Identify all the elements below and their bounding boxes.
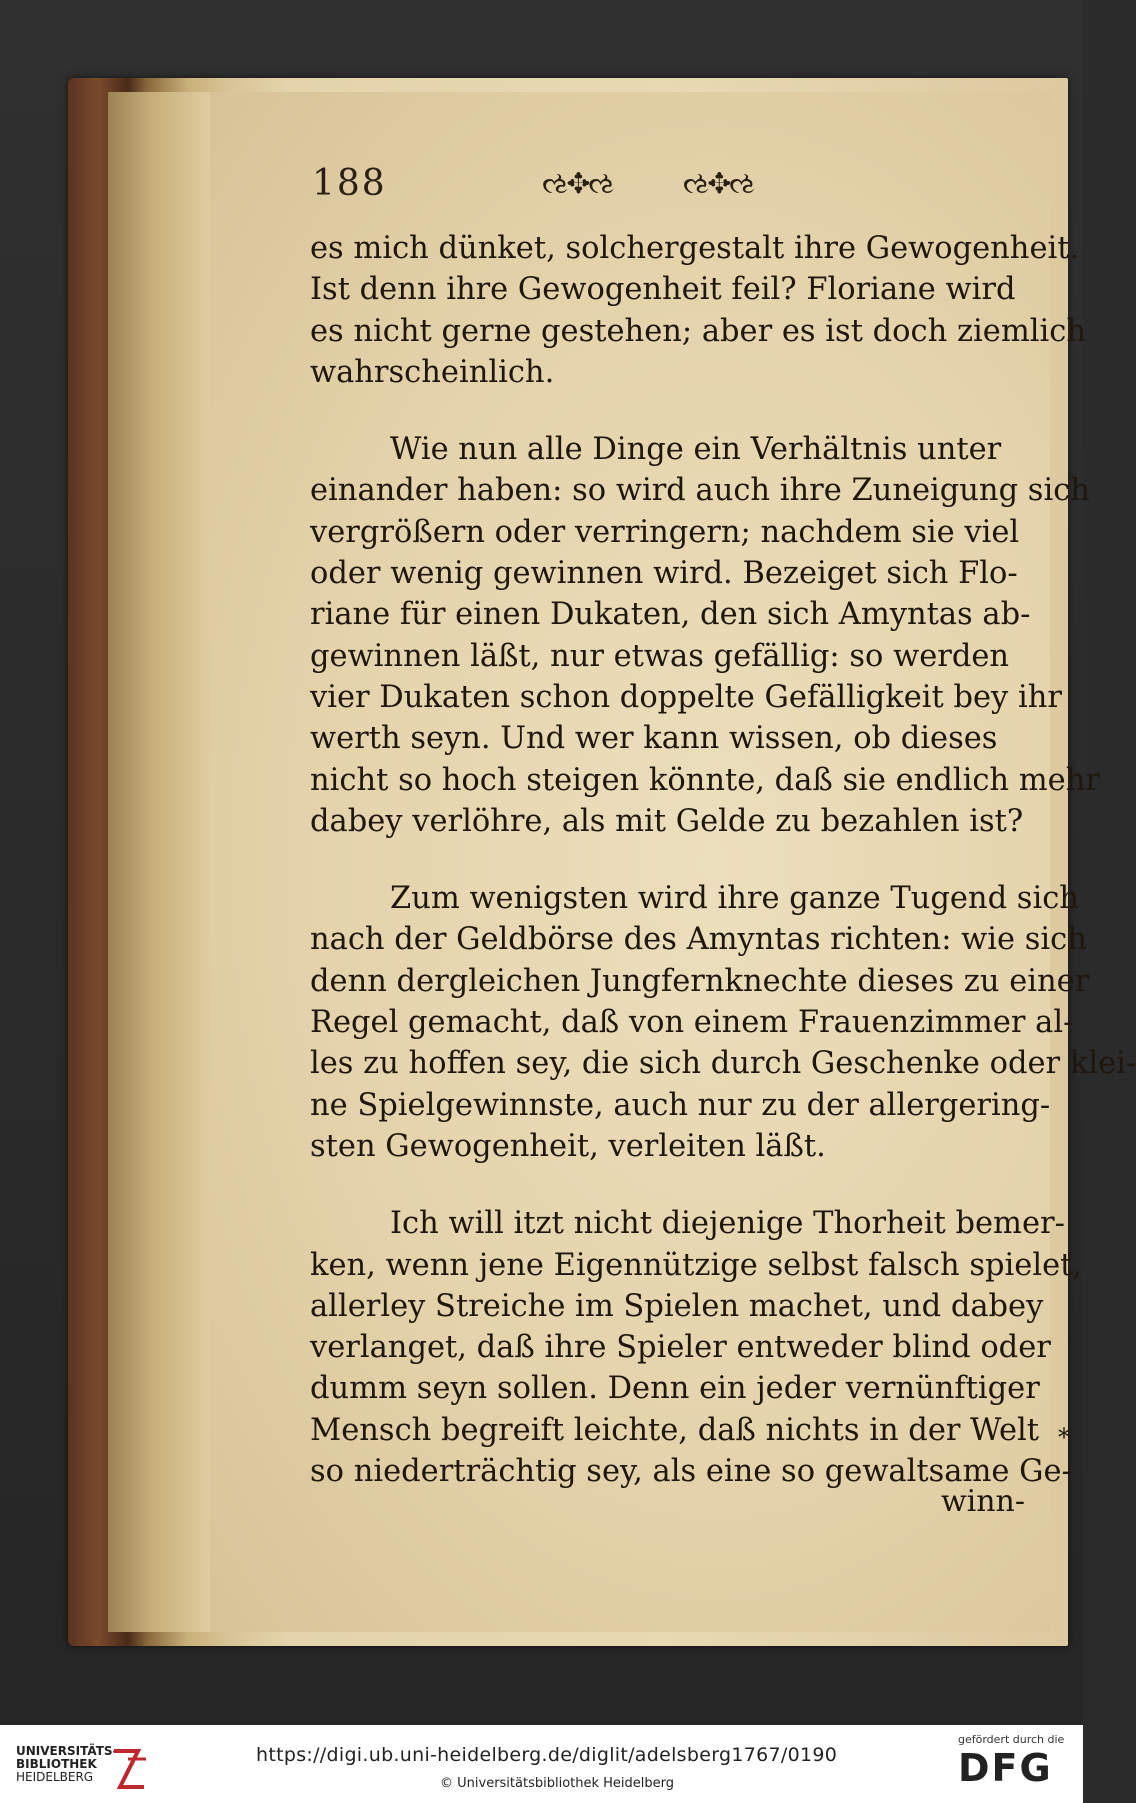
text-line: gewinnen läßt, nur etwas gefällig: so werden bbox=[310, 638, 1010, 674]
permalink-url[interactable]: https://digi.ub.uni-heidelberg.de/diglit/adelsberg1767/0190 bbox=[256, 1744, 838, 1766]
page-header bbox=[312, 160, 1032, 206]
copyright-notice: © Universitätsbibliothek Heidelberg bbox=[440, 1776, 675, 1791]
library-logo[interactable] bbox=[16, 1745, 156, 1791]
header-ornament-left: ઌ✥ઌ bbox=[542, 165, 613, 201]
library-name-line1: UNIVERSITÄTS- bbox=[16, 1744, 118, 1758]
text-line: vier Dukaten schon doppelte Gefälligkeit bey ihr bbox=[310, 679, 1062, 715]
text-line: einander haben: so wird auch ihre Zuneigung sich bbox=[310, 473, 1090, 509]
text-line: Zum wenigsten wird ihre ganze Tugend sich bbox=[390, 881, 1079, 917]
library-name-line2: BIBLIOTHEK bbox=[16, 1757, 97, 1771]
page-number: 188 bbox=[312, 162, 387, 204]
text-line: Mensch begreift leichte, daß nichts in der Welt bbox=[310, 1412, 1040, 1448]
paragraph bbox=[310, 878, 1136, 1167]
paragraph bbox=[310, 228, 1086, 393]
text-line: so niederträchtig sey, als eine so gewaltsame Ge- bbox=[310, 1454, 1072, 1490]
text-line: ne Spielgewinnste, auch nur zu der allergering- bbox=[310, 1087, 1051, 1123]
text-line: riane für einen Dukaten, den sich Amyntas ab- bbox=[310, 597, 1031, 633]
library-name-line3: HEIDELBERG bbox=[16, 1770, 94, 1784]
text-line: allerley Streiche im Spielen machet, und dabey bbox=[310, 1288, 1044, 1324]
text-line: dumm seyn sollen. Denn ein jeder vernünftiger bbox=[310, 1371, 1040, 1407]
library-emblem-icon bbox=[108, 1747, 152, 1791]
text-line: es mich dünket, solchergestalt ihre Gewogenheit. bbox=[310, 231, 1080, 266]
text-line: ken, wenn jene Eigennützige selbst falsch spielet, bbox=[310, 1247, 1083, 1283]
text-line: denn dergleichen Jungfernknechte dieses zu einer bbox=[310, 963, 1090, 999]
page-text bbox=[310, 228, 1136, 1528]
text-line: nicht so hoch steigen könnte, daß sie endlich mehr bbox=[310, 762, 1100, 798]
text-line: vergrößern oder verringern; nachdem sie viel bbox=[310, 514, 1020, 550]
text-line: Regel gemacht, daß von einem Frauenzimmer al- bbox=[310, 1005, 1074, 1041]
text-line: nach der Geldbörse des Amyntas richten: wie sich bbox=[310, 922, 1087, 958]
paragraph bbox=[310, 1203, 1083, 1492]
text-line: dabey verlöhre, als mit Gelde zu bezahlen ist? bbox=[310, 803, 1024, 839]
text-line: sten Gewogenheit, verleiten läßt. bbox=[310, 1128, 826, 1164]
text-line: les zu hoffen sey, die sich durch Geschenke oder klei- bbox=[310, 1046, 1136, 1082]
funding-caption: gefördert durch die bbox=[958, 1733, 1065, 1746]
text-line: verlanget, daß ihre Spieler entweder blind oder bbox=[310, 1330, 1051, 1366]
text-line: Ich will itzt nicht diejenige Thorheit bemer- bbox=[390, 1206, 1065, 1242]
text-line: Ist denn ihre Gewogenheit feil? Floriane wird bbox=[310, 272, 1016, 308]
paragraph bbox=[310, 429, 1100, 842]
text-line: wahrscheinlich. bbox=[310, 354, 555, 390]
page-gutter bbox=[108, 92, 216, 1632]
text-line: werth seyn. Und wer kann wissen, ob dieses bbox=[310, 721, 998, 757]
catchword: winn- bbox=[940, 1484, 1025, 1519]
funding-logo[interactable] bbox=[958, 1733, 1078, 1790]
margin-mark: ⁎ bbox=[1058, 1416, 1070, 1444]
text-line: es nicht gerne gestehen; aber es ist doch ziemlich bbox=[310, 313, 1086, 349]
text-line: oder wenig gewinnen wird. Bezeiget sich Flo- bbox=[310, 556, 1018, 592]
viewer-footer bbox=[0, 1725, 1083, 1803]
text-line: Wie nun alle Dinge ein Verhältnis unter bbox=[390, 432, 1002, 468]
dfg-logo-icon: DFG bbox=[958, 1746, 1053, 1790]
header-ornament-right: ઌ✥ઌ bbox=[682, 165, 754, 201]
